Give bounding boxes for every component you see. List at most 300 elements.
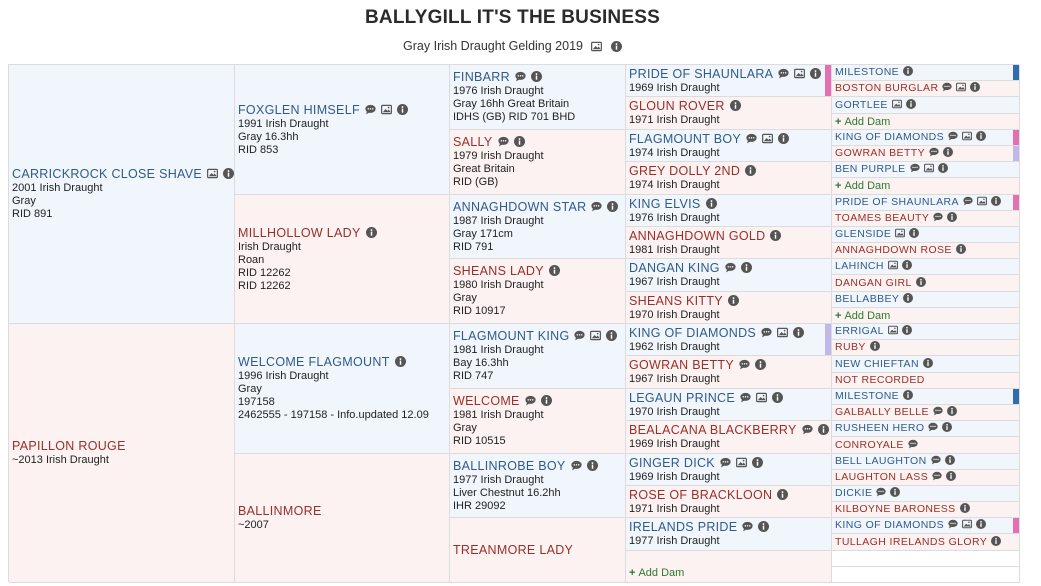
sire-cell: [832, 65, 1020, 81]
horse-name-row: [835, 244, 1016, 257]
horse-detail: 1971 Irish Draught: [629, 114, 720, 126]
sire-cell: [832, 227, 1020, 243]
photo-icon[interactable]: [794, 68, 805, 79]
dam-cell: [832, 81, 1020, 97]
sire-cell: [832, 389, 1020, 405]
horse-detail: RID 747: [453, 370, 494, 382]
comment-icon[interactable]: [931, 455, 941, 465]
horse-detail: 1981 Irish Draught: [629, 243, 720, 256]
info-icon[interactable]: [890, 487, 900, 497]
horse-name-link[interactable]: KILBOYNE BARONESS: [835, 503, 956, 515]
horse-detail: 1969 Irish Draught: [629, 81, 720, 94]
horse-name-link[interactable]: KING OF DIAMONDS: [835, 519, 945, 531]
horse-detail: 1967 Irish Draught: [629, 373, 720, 385]
dam-cell: [832, 243, 1020, 259]
horse-detail: Bay 16.3hh: [453, 357, 509, 369]
sire-cell: [832, 162, 1020, 178]
photo-icon[interactable]: [777, 327, 788, 338]
horse-name-row: [453, 70, 622, 85]
comment-icon[interactable]: [948, 131, 958, 141]
comment-icon[interactable]: [591, 201, 602, 212]
dam-cell: [235, 454, 450, 583]
horse-detail: Liver Chestnut 16.2hh: [453, 486, 561, 499]
sire-cell: [832, 356, 1020, 373]
horse-name-row: [629, 294, 828, 309]
horse-detail: 1976 Irish Draught: [453, 85, 544, 97]
photo-icon[interactable]: [590, 330, 601, 341]
dam-cell: [832, 340, 1020, 356]
photo-icon[interactable]: [962, 131, 972, 141]
photo-icon[interactable]: [207, 168, 218, 179]
photo-icon[interactable]: [888, 325, 898, 335]
photo-icon[interactable]: [956, 82, 966, 92]
horse-name-row: [12, 167, 231, 182]
horse-name-link[interactable]: ANNAGHDOWN STAR: [453, 199, 587, 214]
dam-cell: [626, 421, 832, 454]
horse-name-row: [629, 488, 828, 503]
horse-name-row: [453, 135, 622, 150]
horse-name-link[interactable]: FLAGMOUNT KING: [453, 329, 570, 343]
sire-cell: [626, 389, 832, 421]
horse-name-row: [453, 543, 622, 558]
info-icon[interactable]: [772, 392, 783, 403]
horse-detail: Gray: [453, 422, 477, 434]
inbreeding-marker: [825, 65, 831, 96]
horse-name-link[interactable]: GORTLEE: [835, 98, 888, 111]
dam-cell: [235, 195, 450, 324]
add-dam-link[interactable]: [835, 116, 1016, 128]
comment-icon[interactable]: [933, 212, 943, 222]
dam-cell: [832, 114, 1020, 130]
horse-name-link[interactable]: KING ELVIS: [629, 196, 701, 211]
comment-icon[interactable]: [742, 521, 753, 532]
horse-detail: RID (GB): [453, 176, 499, 188]
info-icon[interactable]: [947, 212, 957, 222]
horse-name-link[interactable]: ROSE OF BRACKLOON: [629, 487, 773, 502]
horse-name-row: [629, 358, 828, 373]
add-dam-label: Add Dam: [844, 309, 891, 322]
info-icon[interactable]: [745, 165, 756, 176]
horse-subtitle: [0, 39, 1025, 53]
comment-icon[interactable]: [515, 71, 526, 82]
horse-name-link[interactable]: CARRICKROCK CLOSE SHAVE: [12, 167, 203, 181]
sire-cell: [235, 65, 450, 195]
horse-detail: IHR 29092: [453, 499, 506, 512]
horse-detail: Gray 16.3hh: [238, 130, 299, 143]
info-icon[interactable]: [976, 519, 986, 529]
horse-detail: 1969 Irish Draught: [629, 470, 720, 483]
horse-name-row: [835, 358, 1016, 371]
horse-name-link[interactable]: MILLHOLLOW LADY: [238, 225, 361, 240]
info-icon[interactable]: [531, 71, 542, 82]
horse-name-row: [453, 264, 622, 279]
horse-detail: 1974 Irish Draught: [629, 146, 720, 159]
inbreeding-marker: [825, 324, 831, 355]
comment-icon[interactable]: [933, 406, 943, 416]
plus-icon: +: [835, 115, 842, 128]
horse-name-link[interactable]: PRIDE OF SHAUNLARA: [835, 196, 959, 208]
horse-name-link[interactable]: LEGAUN PRINCE: [629, 390, 736, 405]
horse-name-row: [629, 67, 828, 82]
info-icon[interactable]: [730, 100, 741, 111]
horse-name-row: [835, 422, 1016, 435]
horse-detail: RID 10917: [453, 305, 506, 317]
comment-icon[interactable]: [761, 327, 772, 338]
horse-name-row: [835, 163, 1016, 176]
horse-name-link[interactable]: ANNAGHDOWN GOLD: [629, 228, 766, 243]
info-icon[interactable]: [870, 341, 880, 351]
horse-name-link[interactable]: LAUGHTON LASS: [835, 471, 929, 483]
horse-detail: 1962 Irish Draught: [629, 340, 720, 353]
horse-name-link[interactable]: DICKIE: [835, 487, 873, 499]
info-icon[interactable]: [916, 277, 926, 287]
horse-name-row: [629, 456, 828, 471]
dam-cell: [832, 211, 1020, 227]
info-icon[interactable]: [902, 325, 912, 335]
horse-name-row: [835, 260, 1016, 273]
sire-cell: [626, 518, 832, 551]
horse-name-link[interactable]: PAPILLON ROUGE: [12, 439, 126, 453]
dam-cell: [832, 308, 1020, 324]
horse-name-row: [835, 519, 1016, 532]
dam-cell: [626, 292, 832, 324]
horse-name-link[interactable]: LAHINCH: [835, 260, 884, 272]
horse-detail: 1979 Irish Draught: [453, 150, 544, 162]
horse-detail: 1974 Irish Draught: [629, 179, 720, 191]
info-icon[interactable]: [514, 136, 525, 147]
horse-name-row: [835, 131, 1016, 144]
horse-name-row: [629, 164, 828, 179]
comment-icon[interactable]: [498, 136, 509, 147]
add-dam-label: Add Dam: [638, 567, 685, 579]
horse-detail: 1981 Irish Draught: [453, 344, 544, 356]
info-icon[interactable]: [942, 422, 952, 432]
photo-icon[interactable]: [895, 228, 905, 238]
horse-name-link[interactable]: BOSTON BURGLAR: [835, 82, 939, 94]
photo-icon[interactable]: [962, 519, 972, 529]
dam-cell: [450, 259, 626, 324]
horse-name-row: [835, 147, 1016, 160]
horse-name-row: [629, 229, 828, 244]
info-icon[interactable]: [741, 262, 752, 273]
horse-detail: Gray 171cm: [453, 227, 513, 240]
comment-icon[interactable]: [910, 163, 920, 173]
horse-name-link[interactable]: MILESTONE: [835, 390, 900, 402]
horse-name-link[interactable]: IRELANDS PRIDE: [629, 520, 738, 534]
horse-detail: 1981 Irish Draught: [453, 409, 544, 421]
horse-name-link[interactable]: ERRIGAL: [835, 325, 884, 337]
horse-detail: RID 791: [453, 240, 494, 253]
horse-name-row: [453, 329, 622, 344]
sire-cell: [235, 324, 450, 454]
info-icon[interactable]: [906, 99, 916, 109]
sire-cell: [832, 551, 1020, 567]
horse-name-link[interactable]: FLAGMOUNT BOY: [629, 131, 742, 146]
info-icon[interactable]: [752, 457, 763, 468]
horse-name-link[interactable]: TULLAGH IRELANDS GLORY: [835, 535, 988, 548]
horse-detail: RID 12262: [238, 266, 291, 279]
sire-cell: [9, 65, 235, 324]
add-dam-link[interactable]: [835, 310, 1016, 322]
horse-name-row: [453, 459, 622, 474]
horse-detail: Great Britain: [453, 163, 515, 175]
sire-cell: [832, 195, 1020, 211]
info-icon[interactable]: [611, 41, 622, 52]
info-icon[interactable]: [606, 330, 617, 341]
info-icon[interactable]: [770, 230, 781, 241]
dam-cell: [832, 178, 1020, 195]
comment-icon[interactable]: [746, 133, 757, 144]
horse-name-row: [835, 487, 1016, 500]
photo-icon[interactable]: [736, 457, 747, 468]
horse-detail: 197158: [238, 396, 275, 408]
sire-cell: [832, 454, 1020, 470]
info-icon[interactable]: [909, 228, 919, 238]
horse-name-link[interactable]: CONROYALE: [835, 438, 904, 451]
info-icon[interactable]: [706, 198, 717, 209]
info-icon[interactable]: [810, 68, 821, 79]
sire-cell: [832, 518, 1020, 534]
inbreeding-marker: [1013, 518, 1019, 533]
horse-detail: 2001 Irish Draught: [12, 182, 103, 194]
horse-name-link[interactable]: TREANMORE LADY: [453, 542, 574, 557]
horse-name-row: [835, 503, 1016, 516]
horse-name-link[interactable]: WELCOME FLAGMOUNT: [238, 355, 390, 369]
info-icon[interactable]: [755, 359, 766, 370]
comment-icon[interactable]: [720, 457, 731, 468]
add-dam-label: Add Dam: [844, 180, 891, 192]
dam-cell: [832, 567, 1020, 583]
horse-name-row: [453, 200, 622, 215]
info-icon[interactable]: [395, 356, 406, 367]
info-icon[interactable]: [938, 163, 948, 173]
horse-detail: Gray: [453, 292, 477, 304]
comment-icon[interactable]: [725, 262, 736, 273]
info-icon[interactable]: [960, 503, 970, 513]
horse-name-link[interactable]: MILESTONE: [835, 66, 900, 78]
comment-icon[interactable]: [929, 147, 939, 157]
info-icon[interactable]: [991, 196, 1001, 206]
dam-cell: [832, 534, 1020, 551]
photo-icon[interactable]: [381, 104, 392, 115]
horse-name-link[interactable]: GREY DOLLY 2ND: [629, 164, 741, 178]
horse-name-row: [835, 196, 1016, 209]
plus-icon: +: [835, 180, 842, 192]
horse-detail: RID 853: [238, 143, 279, 156]
info-icon[interactable]: [758, 521, 769, 532]
comment-icon[interactable]: [525, 395, 536, 406]
horse-name-link[interactable]: SHEANS KITTY: [629, 293, 723, 308]
photo-icon[interactable]: [888, 260, 898, 270]
dam-cell: [9, 324, 235, 583]
info-icon[interactable]: [903, 293, 913, 303]
add-dam-link[interactable]: [629, 567, 828, 579]
info-icon[interactable]: [902, 260, 912, 270]
info-icon[interactable]: [903, 390, 913, 400]
add-dam-label: Add Dam: [844, 115, 891, 128]
horse-name-link[interactable]: TOAMES BEAUTY: [835, 212, 930, 224]
sire-cell: [832, 486, 1020, 502]
horse-name-link[interactable]: GLENSIDE: [835, 228, 892, 240]
horse-name-link[interactable]: FOXGLEN HIMSELF: [238, 102, 360, 117]
comment-icon[interactable]: [963, 196, 973, 206]
horse-name-row: [835, 390, 1016, 403]
horse-detail: RID 891: [12, 208, 53, 220]
horse-name-row: [238, 504, 446, 519]
horse-detail: 1991 Irish Draught: [238, 117, 329, 130]
info-icon[interactable]: [976, 131, 986, 141]
comment-icon[interactable]: [740, 392, 751, 403]
horse-name-link[interactable]: DANGAN GIRL: [835, 276, 912, 289]
info-icon[interactable]: [397, 104, 408, 115]
dam-cell: [832, 502, 1020, 518]
info-icon[interactable]: [945, 455, 955, 465]
horse-name-link[interactable]: GINGER DICK: [629, 455, 715, 470]
add-dam-link[interactable]: [835, 180, 1016, 192]
horse-name-link[interactable]: SALLY: [453, 135, 493, 149]
page-title: BALLYGILL IT'S THE BUSINESS: [365, 7, 660, 28]
horse-name-link[interactable]: KING OF DIAMONDS: [629, 325, 757, 340]
info-icon[interactable]: [946, 471, 956, 481]
photo-icon[interactable]: [977, 196, 987, 206]
photo-icon[interactable]: [924, 163, 934, 173]
photo-icon[interactable]: [892, 99, 902, 109]
sire-cell: [626, 454, 832, 486]
dam-cell: [450, 389, 626, 454]
horse-name-row: [629, 520, 828, 535]
horse-name-link[interactable]: GLOUN ROVER: [629, 99, 725, 113]
horse-detail: 1996 Irish Draught: [238, 370, 329, 382]
info-icon[interactable]: [818, 424, 829, 435]
horse-name-link[interactable]: GALBALLY BELLE: [835, 406, 929, 418]
info-icon[interactable]: [778, 133, 789, 144]
comment-icon[interactable]: [948, 519, 958, 529]
info-icon[interactable]: [366, 227, 377, 238]
dam-cell: [626, 486, 832, 518]
comment-icon[interactable]: [908, 439, 918, 449]
info-icon[interactable]: [728, 295, 739, 306]
horse-name-row: [835, 212, 1016, 225]
horse-detail: 1970 Irish Draught: [629, 405, 720, 418]
horse-name-link[interactable]: BALLINMORE: [238, 504, 322, 518]
dam-cell: [626, 162, 832, 195]
horse-name-row: [835, 277, 1016, 290]
info-icon[interactable]: [587, 460, 598, 471]
info-icon[interactable]: [223, 168, 234, 179]
info-icon[interactable]: [541, 395, 552, 406]
horse-name-link[interactable]: BALLINROBE BOY: [453, 458, 566, 473]
sire-cell: [832, 324, 1020, 340]
horse-detail: RID 12262: [238, 279, 291, 292]
inbreeding-marker: [1013, 389, 1019, 404]
info-icon[interactable]: [923, 358, 933, 368]
sire-cell: [832, 130, 1020, 146]
horse-name-link[interactable]: NOT RECORDED: [835, 374, 925, 386]
photo-icon[interactable]: [756, 392, 767, 403]
horse-name-row: [238, 103, 446, 118]
sire-cell: [626, 324, 832, 356]
comment-icon[interactable]: [928, 422, 938, 432]
sire-cell: [626, 65, 832, 97]
horse-name-link[interactable]: NEW CHIEFTAN: [835, 357, 919, 370]
horse-name-row: [453, 394, 622, 409]
horse-name-link[interactable]: RUSHEEN HERO: [835, 422, 925, 434]
dam-cell: [450, 130, 626, 195]
horse-name-row: [835, 228, 1016, 241]
horse-name-link[interactable]: RUBY: [835, 341, 866, 353]
comment-icon[interactable]: [876, 487, 886, 497]
comment-icon[interactable]: [802, 424, 813, 435]
horse-name-link[interactable]: WELCOME: [453, 394, 520, 408]
horse-name-row: [835, 325, 1016, 338]
horse-name-link[interactable]: KING OF DIAMONDS: [835, 131, 945, 143]
horse-detail: 1976 Irish Draught: [629, 211, 720, 224]
dam-cell: [832, 275, 1020, 292]
horse-name-row: [835, 455, 1016, 468]
info-icon[interactable]: [970, 82, 980, 92]
horse-name-link[interactable]: BEALACANA BLACKBERRY: [629, 423, 797, 437]
sire-cell: [450, 454, 626, 518]
info-icon[interactable]: [943, 147, 953, 157]
horse-name-link[interactable]: GOWRAN BETTY: [835, 147, 925, 159]
dam-cell: [626, 551, 832, 583]
horse-name-link[interactable]: BEN PURPLE: [835, 163, 906, 175]
comment-icon[interactable]: [942, 82, 952, 92]
sire-cell: [450, 324, 626, 389]
info-icon[interactable]: [793, 327, 804, 338]
dam-cell: [450, 518, 626, 583]
info-icon[interactable]: [607, 201, 618, 212]
info-icon[interactable]: [903, 66, 913, 76]
comment-icon[interactable]: [574, 330, 585, 341]
horse-name-link[interactable]: ANNAGHDOWN ROSE: [835, 244, 952, 256]
horse-name-row: [835, 536, 1016, 549]
comment-icon[interactable]: [932, 471, 942, 481]
horse-name-row: [629, 391, 828, 406]
dam-cell: [832, 373, 1020, 389]
horse-name-link[interactable]: BELLABBEY: [835, 293, 900, 305]
sire-cell: [832, 292, 1020, 308]
horse-name-row: [835, 99, 1016, 112]
horse-name-link[interactable]: GOWRAN BETTY: [629, 358, 734, 372]
info-icon[interactable]: [777, 489, 788, 500]
horse-name-row: [835, 341, 1016, 354]
horse-name-link[interactable]: SHEANS LADY: [453, 264, 544, 278]
horse-name-link[interactable]: BELL LAUGHTON: [835, 455, 927, 467]
comment-icon[interactable]: [778, 68, 789, 79]
horse-name-link[interactable]: PRIDE OF SHAUNLARA: [629, 66, 774, 81]
info-icon[interactable]: [947, 406, 957, 416]
horse-name-link[interactable]: FINBARR: [453, 70, 510, 84]
subtitle-text: Gray Irish Draught Gelding 2019: [403, 39, 583, 53]
comment-icon[interactable]: [739, 359, 750, 370]
sire-cell: [832, 97, 1020, 114]
horse-name-link[interactable]: DANGAN KING: [629, 261, 720, 275]
horse-detail: Irish Draught: [238, 240, 301, 253]
horse-name-row: [835, 374, 1016, 387]
photo-icon[interactable]: [591, 41, 602, 52]
comment-icon[interactable]: [571, 460, 582, 471]
photo-icon[interactable]: [762, 133, 773, 144]
horse-detail: 1967 Irish Draught: [629, 276, 720, 288]
horse-detail: 1970 Irish Draught: [629, 308, 720, 321]
info-icon[interactable]: [991, 536, 1001, 546]
info-icon[interactable]: [956, 244, 966, 254]
info-icon[interactable]: [549, 265, 560, 276]
horse-detail: RID 10515: [453, 435, 506, 447]
comment-icon[interactable]: [365, 104, 376, 115]
dam-cell: [832, 470, 1020, 486]
